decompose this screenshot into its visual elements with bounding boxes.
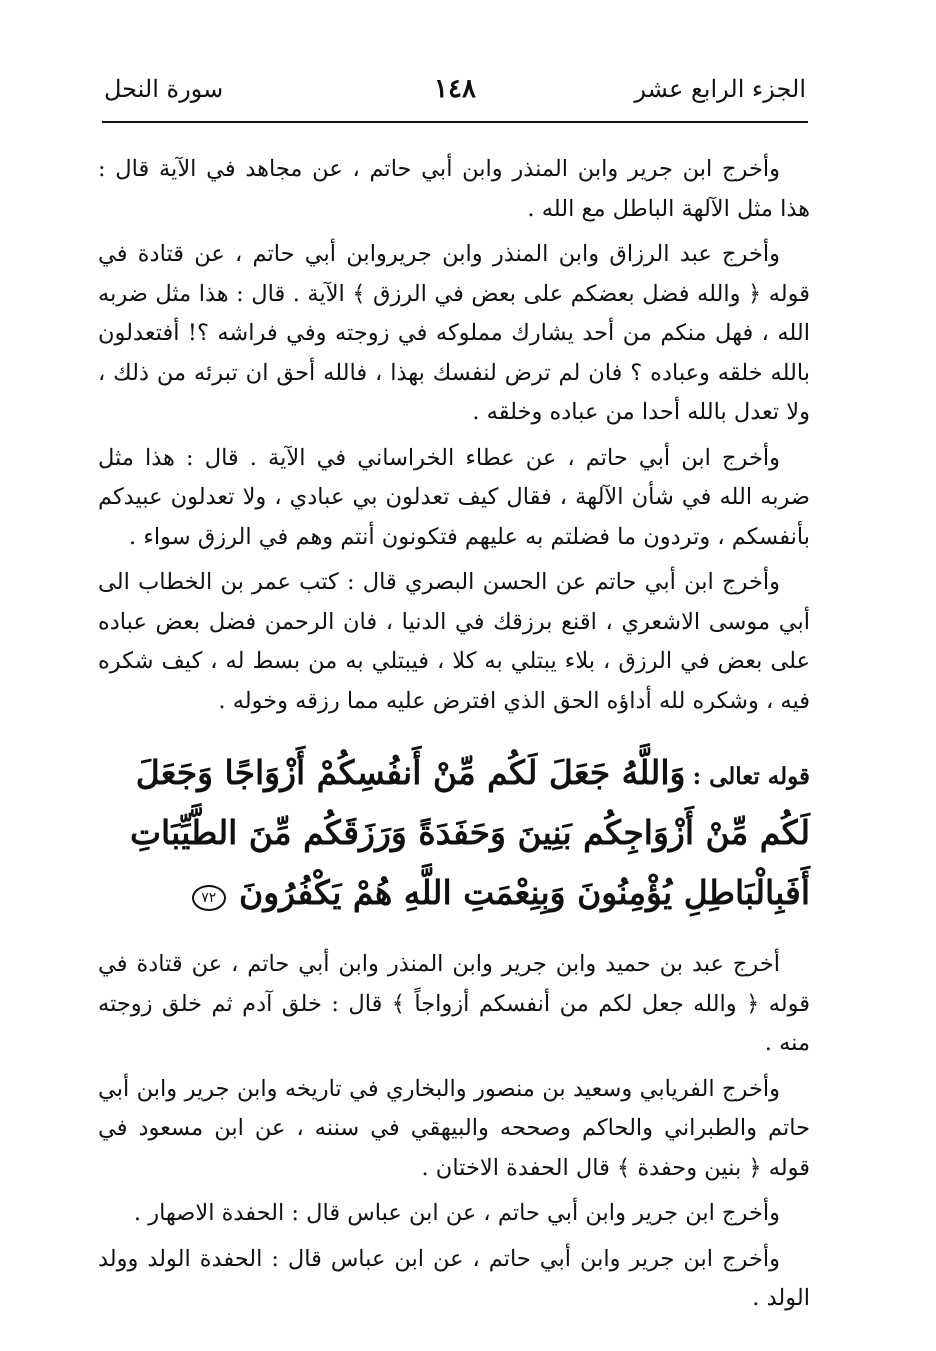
commentary-section — [98, 945, 810, 1319]
verse-intro: قوله تعالى : — [692, 763, 810, 790]
surah-title: سورة النحل — [104, 75, 224, 103]
page-body — [98, 150, 810, 1325]
paragraph: وأخرج الفريابي وسعيد بن منصور والبخاري في تاريخه وابن جرير وابن أبي حاتم والطبراني والحاكم وصححه والبيهقي في سننه ، عن ابن مسعود في قوله ﴿ بنين وحفدة ﴾ قال الحفدة الاختان . — [98, 1075, 810, 1181]
paragraph: وأخرج عبد الرزاق وابن المنذر وابن جريروابن أبي حاتم ، عن قتادة في قوله ﴿ والله فضل بعضكم على بعض في الرزق ﴾ الآية . قال : هذا مثل ضربه الله ، فهل منكم من أحد يشارك مملوكه في زوجته وفي فراشه ؟! أفتعدلون بالله خلقه وعباده ؟ فان لم ترض لنفسك بهذا ، فالله أحق ان تبرئه من ذلك ، ولا تعدل بالله أحدا من عباده وخلقه . — [98, 241, 810, 425]
paragraph: وأخرج ابن أبي حاتم عن الحسن البصري قال : كتب عمر بن الخطاب الى أبي موسى الاشعري ، اقنع برزقك في الدنيا ، فان الرحمن فضل بعض عباده على بعض في الرزق ، بلاء يبتلي به كلا ، فيبتلي به من بسط له ، كيف شكره فيه ، وشكره لله أداؤه الحق الذي افترض عليه مما رزقه وخوله . — [98, 569, 810, 714]
quran-verse-block — [98, 745, 810, 925]
header-rule — [102, 121, 808, 123]
paragraph: وأخرج ابن جرير وابن المنذر وابن أبي حاتم ، عن مجاهد في الآية قال : هذا مثل الآلهة الباطل مع الله . — [98, 156, 810, 222]
paragraph: وأخرج ابن جرير وابن أبي حاتم ، عن ابن عباس قال : الحفدة الاصهار . — [133, 1200, 780, 1226]
page-number: ١٤٨ — [434, 74, 476, 104]
paragraph: وأخرج ابن أبي حاتم ، عن عطاء الخراساني في الآية . قال : هذا مثل ضربه الله في شأن الآلهة ، فقال كيف تعدلون بي عبادي ، ولا تعدلون عبيدكم بأنفسكم ، وتردون ما فضلتم به عليهم فتكونون أنتم وهم في الرزق سواء . — [98, 444, 810, 550]
ayah-number-marker: ٧٢ — [192, 885, 226, 911]
part-title: الجزء الرابع عشر — [634, 75, 806, 103]
paragraph: وأخرج ابن جرير وابن أبي حاتم ، عن ابن عباس قال : الحفدة الولد وولد الولد . — [98, 1245, 810, 1311]
paragraph: أخرج عبد بن حميد وابن جرير وابن المنذر وابن أبي حاتم ، عن قتادة في قوله ﴿ والله جعل لكم من أنفسكم أزواجاً ﴾ قال : خلق آدم ثم خلق زوجته منه . — [98, 951, 810, 1056]
quran-verse: وَاللَّهُ جَعَلَ لَكُم مِّنْ أَنفُسِكُمْ أَزْوَاجًا وَجَعَلَ لَكُم مِّنْ أَزْوَاجِكُم بَنِينَ وَحَفَدَةً وَرَزَقَكُم مِّنَ الطَّيِّبَاتِ أَفَبِالْبَاطِلِ يُؤْمِنُونَ وَبِنِعْمَتِ اللَّهِ هُمْ يَكْفُرُونَ — [129, 753, 810, 912]
running-header — [104, 66, 806, 112]
